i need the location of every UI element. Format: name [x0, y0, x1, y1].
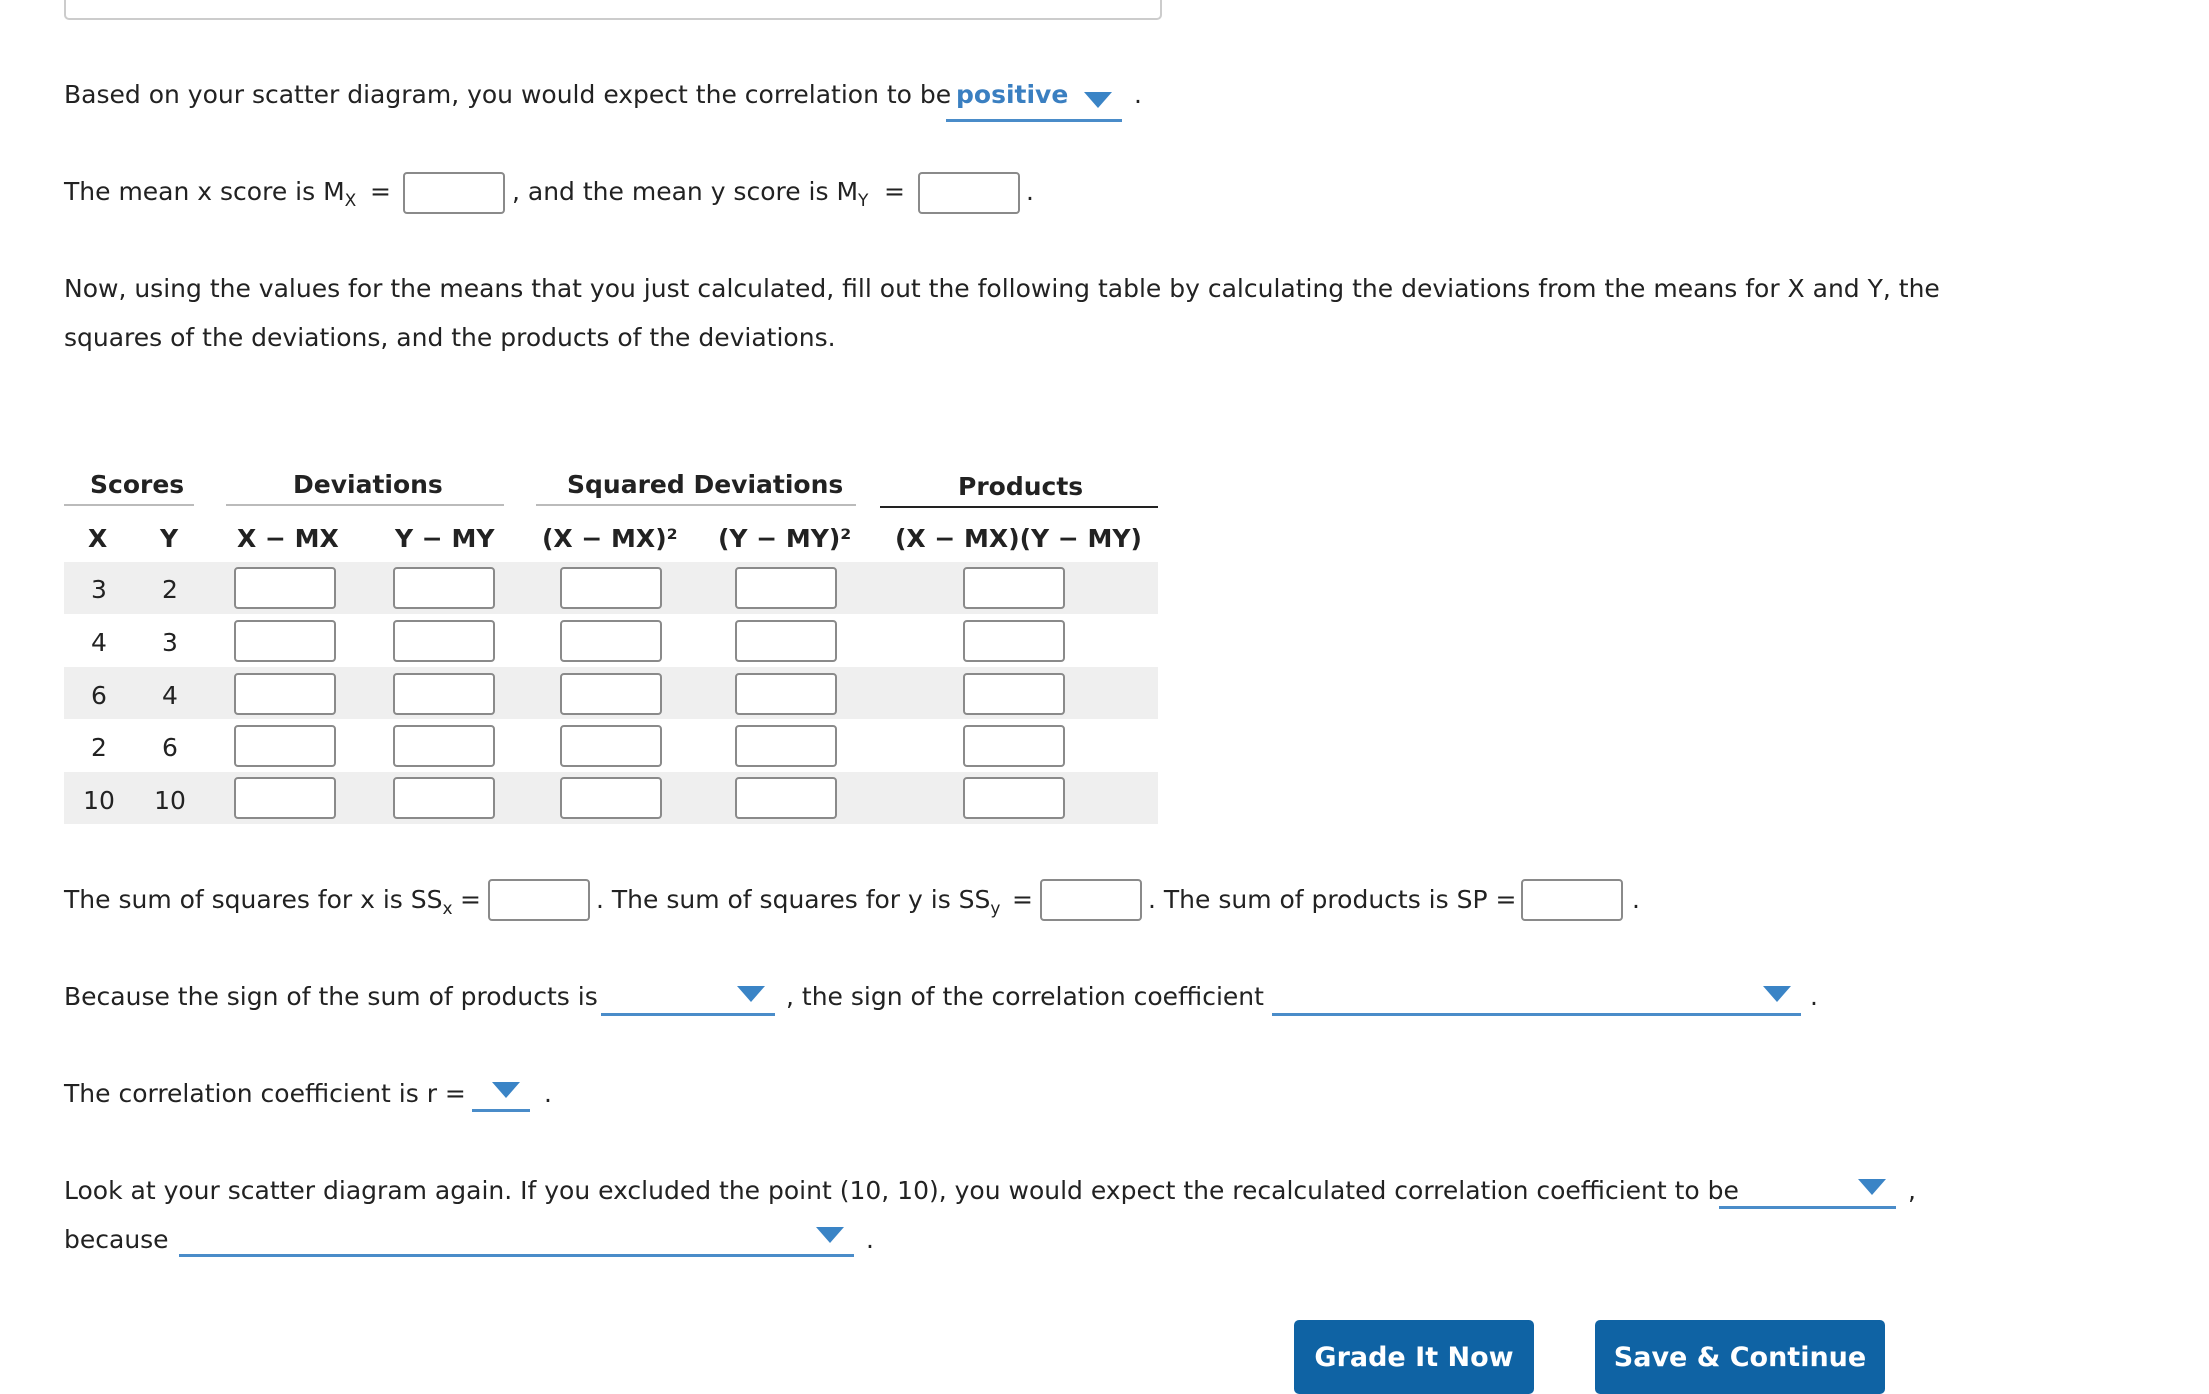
group-header-squared-deviations: Squared Deviations: [567, 470, 844, 499]
y-squared-deviation-input[interactable]: [735, 673, 837, 715]
deviations-underline: [226, 504, 504, 506]
y-deviation-input[interactable]: [393, 725, 495, 767]
x-deviation-input[interactable]: [234, 673, 336, 715]
col-header-x-minus-mx: X − MX: [237, 524, 339, 553]
because-dropdown[interactable]: [179, 1211, 854, 1257]
instructions-line-2: squares of the deviations, and the products of the deviations.: [64, 323, 836, 352]
squared-underline: [536, 504, 856, 506]
sign-end-period: .: [1810, 982, 1818, 1011]
col-header-x-dev-squared: (X − MX)²: [542, 524, 678, 553]
mean-x-equals: =: [370, 177, 391, 206]
product-input[interactable]: [963, 567, 1065, 609]
ssx-input[interactable]: [488, 879, 590, 921]
y-squared-deviation-input[interactable]: [735, 620, 837, 662]
y-squared-deviation-input[interactable]: [735, 567, 837, 609]
score-x: 3: [91, 575, 107, 604]
col-header-x: X: [88, 524, 108, 553]
ssx-label: The sum of squares for x is $SS_x$: [64, 885, 453, 919]
recalculated-correlation-dropdown[interactable]: [1719, 1163, 1896, 1209]
y-deviation-input[interactable]: [393, 673, 495, 715]
x-deviation-input[interactable]: [234, 725, 336, 767]
because-text: because: [64, 1225, 169, 1254]
expected-correlation-dropdown[interactable]: [946, 76, 1122, 122]
group-header-deviations: Deviations: [293, 470, 443, 499]
product-input[interactable]: [963, 620, 1065, 662]
y-deviation-input[interactable]: [393, 567, 495, 609]
sign-correlation-dropdown[interactable]: [1272, 970, 1801, 1016]
x-deviation-input[interactable]: [234, 620, 336, 662]
because-end-period: .: [866, 1225, 874, 1254]
score-y: 6: [162, 733, 178, 762]
r-end-period: .: [544, 1079, 552, 1108]
x-squared-deviation-input[interactable]: [560, 567, 662, 609]
mean-y-input[interactable]: [918, 172, 1020, 214]
products-underline: [880, 506, 1158, 508]
ssy-label: . The sum of squares for y is $SS_y$: [596, 885, 1001, 919]
col-header-y-minus-my: Y − MY: [395, 524, 495, 553]
score-x: 6: [91, 681, 107, 710]
chevron-down-icon: [816, 1227, 844, 1243]
score-x: 2: [91, 733, 107, 762]
col-header-y-dev-squared: (Y − MY)²: [718, 524, 852, 553]
previous-panel-box: [64, 0, 1162, 20]
sums-end-period: .: [1632, 885, 1640, 914]
sign-correlation-text: , the sign of the correlation coefficient: [786, 982, 1264, 1011]
correlation-r-text: The correlation coefficient is r =: [64, 1079, 466, 1108]
x-squared-deviation-input[interactable]: [560, 777, 662, 819]
score-x: 10: [83, 786, 115, 815]
score-y: 3: [162, 628, 178, 657]
save-and-continue-button[interactable]: Save & Continue: [1595, 1320, 1885, 1394]
means-end-period: .: [1026, 177, 1034, 206]
ssy-input[interactable]: [1040, 879, 1142, 921]
correlation-r-dropdown[interactable]: [472, 1066, 530, 1112]
exclude-comma: ,: [1908, 1176, 1916, 1205]
group-header-scores: Scores: [90, 470, 185, 499]
sp-input[interactable]: [1521, 879, 1623, 921]
chevron-down-icon: [1084, 92, 1112, 108]
x-squared-deviation-input[interactable]: [560, 725, 662, 767]
score-x: 4: [91, 628, 107, 657]
chevron-down-icon: [492, 1082, 520, 1098]
mean-x-input[interactable]: [403, 172, 505, 214]
mean-y-equals: =: [884, 177, 905, 206]
expect-end-period: .: [1134, 80, 1142, 109]
y-deviation-input[interactable]: [393, 620, 495, 662]
mean-x-label: The mean x score is $M_X$: [64, 177, 357, 211]
y-squared-deviation-input[interactable]: [735, 777, 837, 819]
expect-correlation-text: Based on your scatter diagram, you would expect the correlation to be: [64, 80, 952, 109]
x-squared-deviation-input[interactable]: [560, 673, 662, 715]
grade-it-now-button[interactable]: Grade It Now: [1294, 1320, 1534, 1394]
col-header-products: (X − MX)(Y − MY): [895, 524, 1142, 553]
chevron-down-icon: [737, 986, 765, 1002]
instructions-line-1: Now, using the values for the means that you just calculated, fill out the following table by calculating the deviations from the means for X and Y, the: [64, 274, 1940, 303]
col-header-y: Y: [160, 524, 179, 553]
chevron-down-icon: [1763, 986, 1791, 1002]
product-input[interactable]: [963, 673, 1065, 715]
product-input[interactable]: [963, 725, 1065, 767]
sign-sum-products-text: Because the sign of the sum of products is: [64, 982, 598, 1011]
score-y: 2: [162, 575, 178, 604]
sign-sum-products-dropdown[interactable]: [601, 970, 775, 1016]
score-y: 4: [162, 681, 178, 710]
mean-y-label: , and the mean y score is $M_Y$: [512, 177, 869, 211]
y-deviation-input[interactable]: [393, 777, 495, 819]
score-y: 10: [154, 786, 186, 815]
x-deviation-input[interactable]: [234, 567, 336, 609]
y-squared-deviation-input[interactable]: [735, 725, 837, 767]
sp-label: . The sum of products is SP =: [1148, 885, 1517, 914]
ssy-equals: =: [1012, 885, 1033, 914]
x-deviation-input[interactable]: [234, 777, 336, 819]
ssx-equals: =: [460, 885, 481, 914]
exclude-point-text: Look at your scatter diagram again. If you excluded the point (10, 10), you would expect the recalculated correlation coefficient to be: [64, 1176, 1739, 1205]
product-input[interactable]: [963, 777, 1065, 819]
chevron-down-icon: [1858, 1179, 1886, 1195]
scores-underline: [64, 504, 194, 506]
expected-correlation-value: positive: [956, 80, 1069, 109]
x-squared-deviation-input[interactable]: [560, 620, 662, 662]
group-header-products: Products: [958, 472, 1084, 501]
